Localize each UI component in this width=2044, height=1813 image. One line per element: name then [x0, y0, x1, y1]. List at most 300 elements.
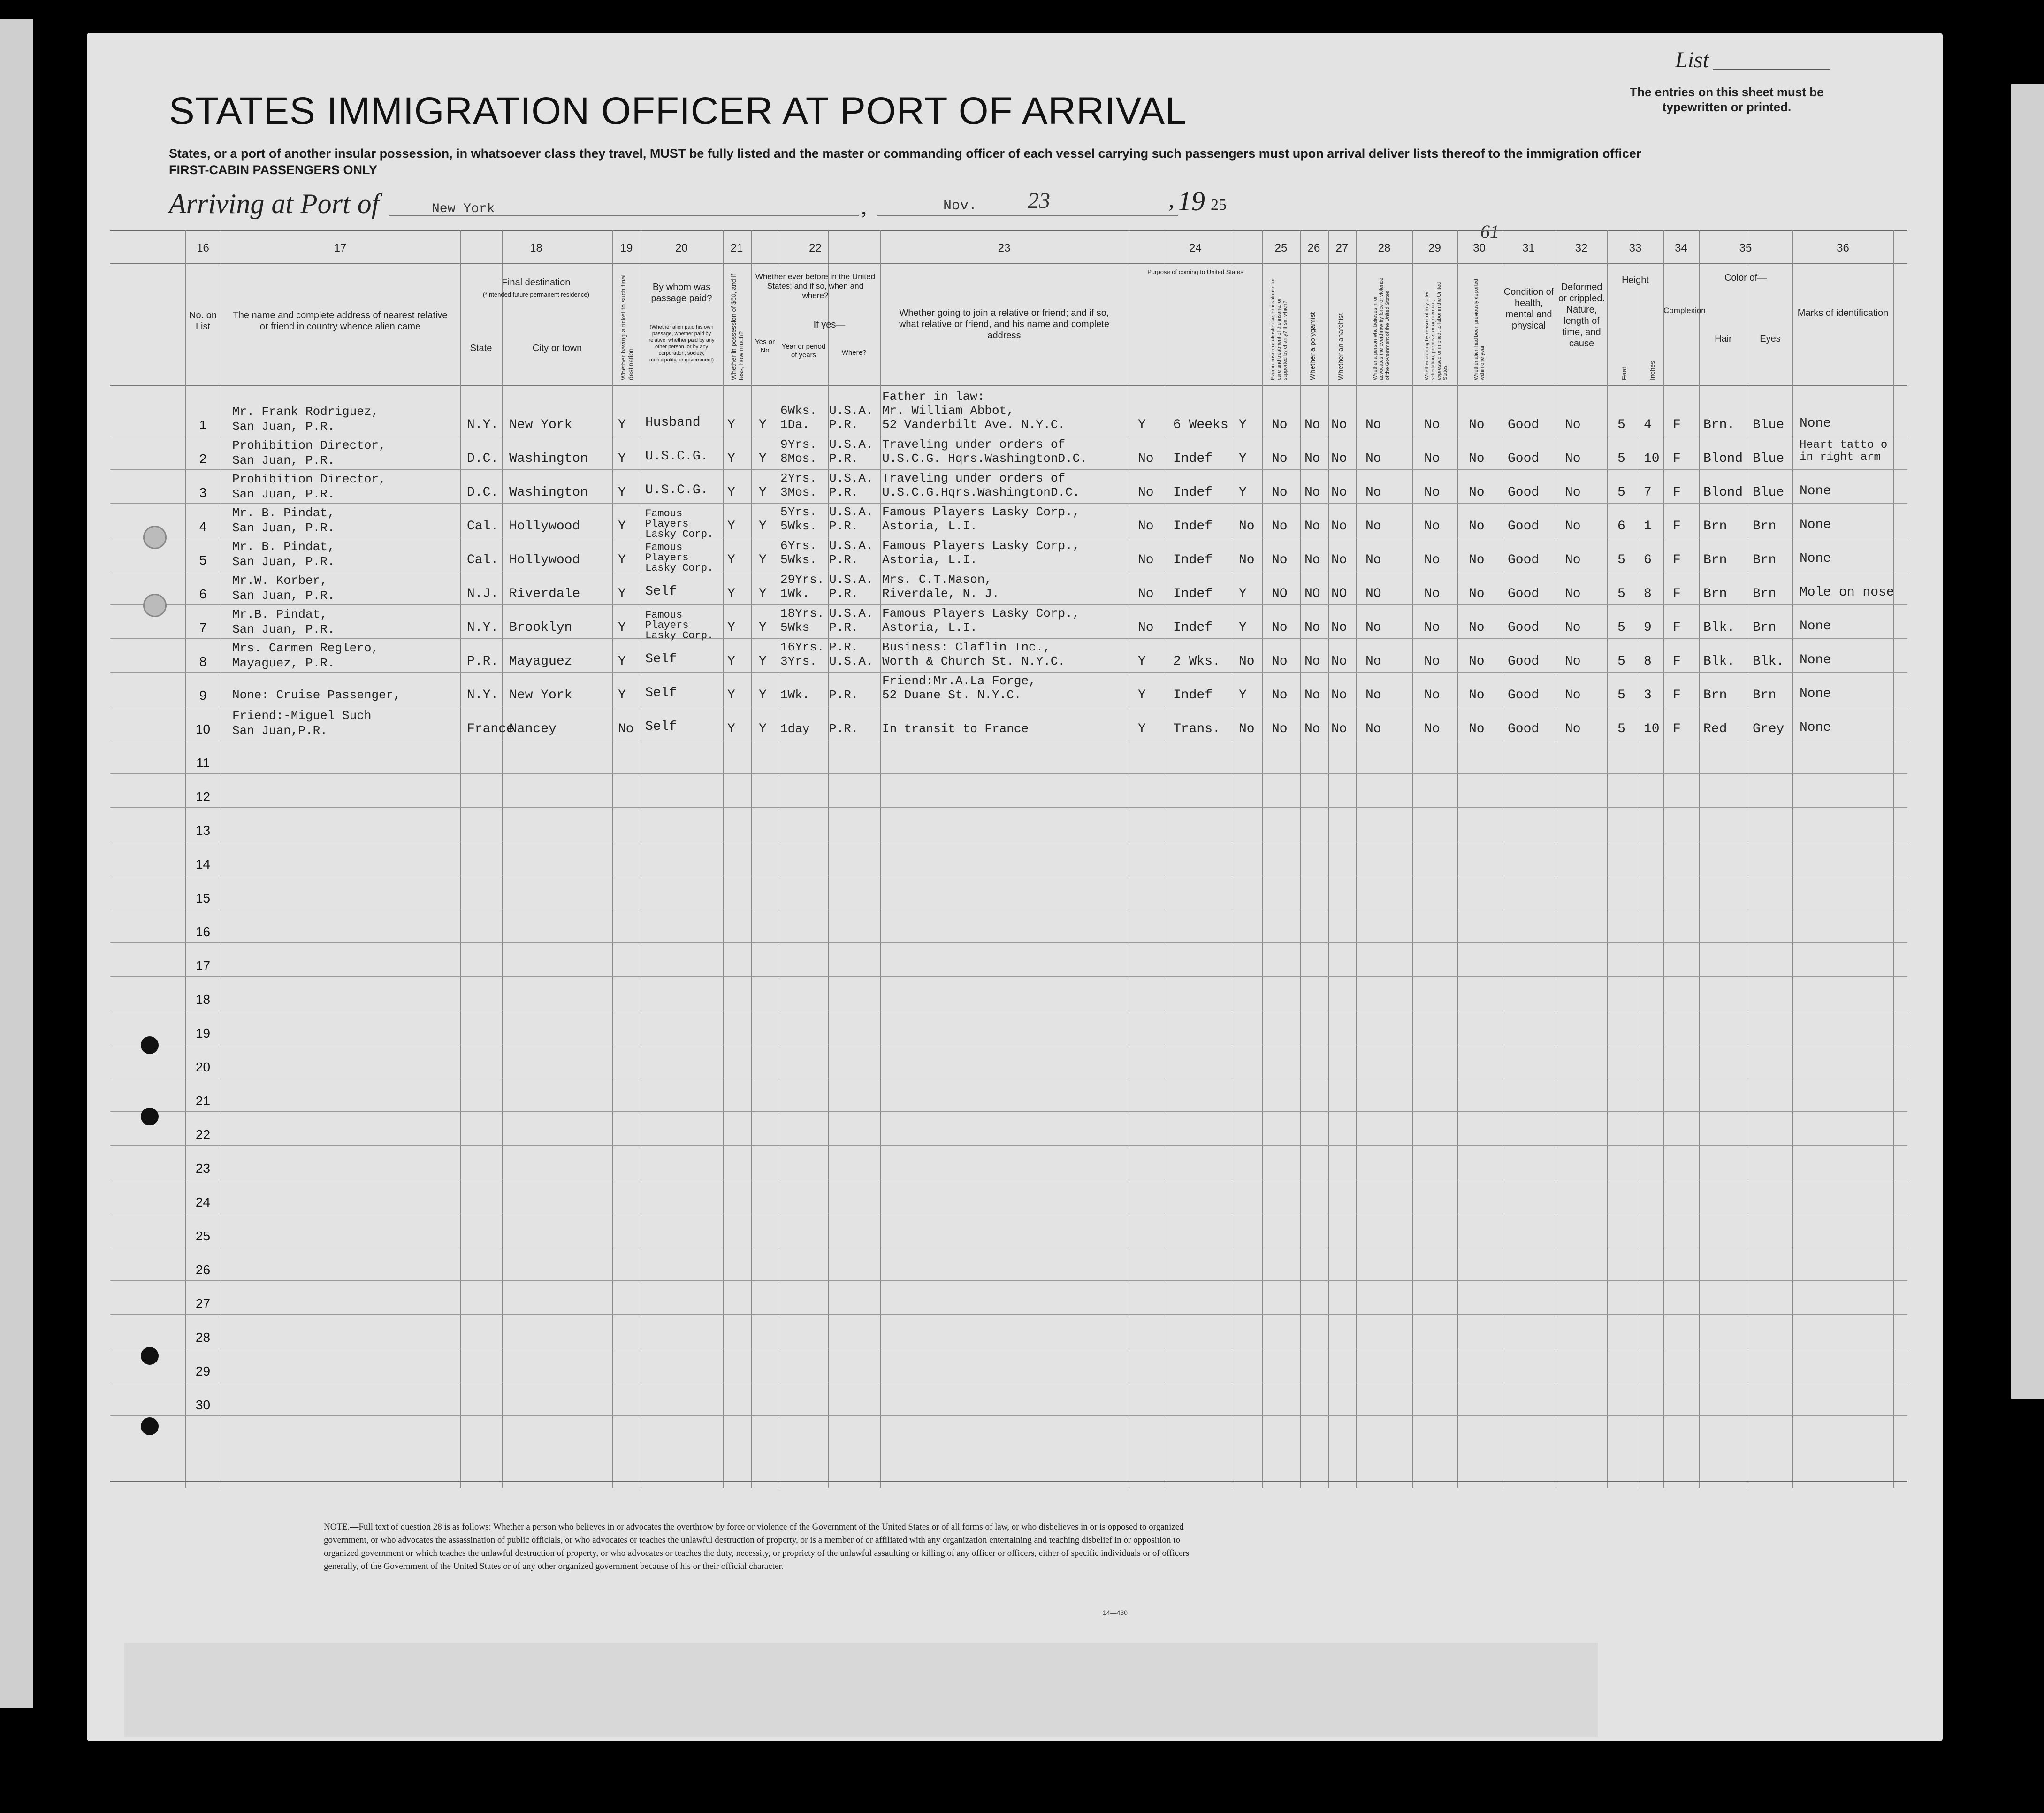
row-number: 3	[199, 485, 207, 500]
identification-marks: None	[1800, 518, 1831, 532]
row-number: 10	[195, 722, 211, 736]
row-number: 17	[195, 958, 211, 973]
row-number: 2	[199, 451, 207, 466]
feet-value: 5	[1617, 654, 1625, 669]
relative-address-line: Mr.W. Korber,	[232, 574, 328, 588]
c25-value: No	[1272, 451, 1288, 466]
c27-value: No	[1331, 553, 1347, 567]
join-relative-line: Father in law:	[882, 390, 985, 404]
colnum-19: 19	[620, 242, 633, 254]
row-number: 27	[195, 1296, 211, 1311]
colnum-32: 32	[1575, 242, 1588, 254]
c26-value: No	[1304, 688, 1320, 703]
destination-city: Hollywood	[509, 553, 580, 567]
row-number: 20	[195, 1060, 211, 1074]
c30-value: No	[1469, 587, 1485, 601]
list-line	[1713, 69, 1830, 70]
c27-value: No	[1331, 722, 1347, 736]
header-bottom-border	[110, 385, 1907, 386]
colnum-row-border	[110, 263, 1907, 264]
destination-city: Washington	[509, 485, 588, 500]
colnum-17: 17	[334, 242, 347, 254]
health-value: Good	[1508, 688, 1540, 703]
period-value: 9Yrs.	[780, 437, 817, 451]
c30-value: No	[1469, 553, 1485, 567]
year-suffix: 25	[1211, 196, 1227, 214]
colnum-26: 26	[1307, 242, 1320, 254]
health-value: Good	[1508, 620, 1540, 635]
where-value: P.R.	[829, 451, 859, 466]
row-rule	[110, 942, 1907, 943]
p3-value: No	[1239, 519, 1255, 534]
relative-address-line: Mr. B. Pindat,	[232, 506, 335, 520]
period-value: 3Yrs.	[780, 654, 817, 668]
destination-state: N.J.	[467, 587, 499, 601]
join-relative-line: Mrs. C.T.Mason,	[882, 573, 992, 587]
health-value: Good	[1508, 519, 1540, 534]
deformed-value: No	[1565, 519, 1581, 534]
p1-value: No	[1138, 519, 1154, 534]
colnum-20: 20	[675, 242, 688, 254]
sheet-bottom-edge	[124, 1643, 1598, 1737]
p1-value: No	[1138, 620, 1154, 635]
where-value: P.R.	[829, 519, 859, 533]
header-if-yes: If yes—	[813, 320, 846, 330]
relative-address-line: San Juan, P.R.	[232, 589, 335, 603]
passage-paid-by: U.S.C.G.	[645, 483, 709, 497]
binding-hole	[141, 1036, 159, 1054]
eyes-value: Blue	[1753, 418, 1785, 432]
eyes-value: Blue	[1753, 485, 1785, 500]
relative-address-line: Mayaguez, P.R.	[232, 656, 335, 670]
c27-value: No	[1331, 418, 1347, 432]
ever-in-us-value: Y	[759, 519, 767, 534]
col-line	[1663, 230, 1664, 1488]
deformed-value: No	[1565, 553, 1581, 567]
row-rule	[110, 1415, 1907, 1416]
c27-value: No	[1331, 485, 1347, 500]
where-value: P.R.	[829, 620, 859, 635]
adjacent-page-left-edge	[0, 19, 33, 1708]
deformed-value: No	[1565, 451, 1581, 466]
period-value: 18Yrs.	[780, 606, 824, 620]
p2-value: Indef	[1173, 688, 1213, 703]
destination-city: Riverdale	[509, 587, 580, 601]
hair-value: Brn	[1703, 553, 1727, 567]
row-number: 29	[195, 1364, 211, 1378]
c27-value: No	[1331, 519, 1347, 534]
c30-value: No	[1469, 519, 1485, 534]
period-value: 5Yrs.	[780, 505, 817, 519]
c29-value: No	[1424, 688, 1440, 703]
fifty-dollars-value: Y	[727, 519, 735, 534]
c29-value: No	[1424, 654, 1440, 669]
relative-address-line: San Juan, P.R.	[232, 622, 335, 636]
day-value: 23	[1028, 188, 1050, 213]
ticket-value: Y	[618, 485, 626, 500]
p3-value: Y	[1239, 418, 1247, 432]
c26-value: No	[1304, 620, 1320, 635]
ever-in-us-value: Y	[759, 485, 767, 500]
row-number: 11	[196, 756, 210, 770]
feet-value: 5	[1617, 451, 1625, 466]
row-number: 21	[195, 1094, 211, 1108]
feet-value: 5	[1617, 553, 1625, 567]
p3-value: Y	[1239, 587, 1247, 601]
col-line	[880, 230, 881, 1488]
c29-value: No	[1424, 418, 1440, 432]
passage-paid-by: Self	[645, 652, 677, 666]
c26-value: No	[1304, 553, 1320, 567]
complexion-value: F	[1673, 620, 1681, 635]
identification-marks: None	[1800, 687, 1831, 701]
ticket-value: Y	[618, 587, 626, 601]
page-subtitle: States, or a port of another insular possession, in whatsoever class they travel, MUST be fully listed and the master or commanding officer of each vessel carrying such passengers must upon arrival deliver lists thereof to the immigration officer	[169, 146, 1641, 161]
header-passage-paid: By whom was passage paid?	[651, 282, 712, 304]
row-number: 4	[199, 519, 207, 534]
hair-value: Brn.	[1703, 418, 1735, 432]
colnum-28: 28	[1378, 242, 1391, 254]
p2-value: 6 Weeks	[1173, 418, 1228, 432]
destination-city: Mayaguez	[509, 654, 572, 669]
complexion-value: F	[1673, 451, 1681, 466]
header-hair: Hair	[1715, 334, 1732, 344]
row-rule	[110, 469, 1907, 470]
c25-value: No	[1272, 620, 1288, 635]
header-period: Year or period of years	[781, 343, 826, 359]
join-relative-line: Famous Players Lasky Corp.,	[882, 539, 1080, 553]
relative-address-line: Mr.B. Pindat,	[232, 607, 328, 621]
row-rule	[110, 638, 1907, 639]
complexion-value: F	[1673, 553, 1681, 567]
header-purpose: Purpose of coming to United States	[1147, 268, 1243, 275]
header-ticket: Whether having a ticket to such final destination	[619, 275, 634, 380]
c29-value: No	[1424, 587, 1440, 601]
destination-state: France	[467, 722, 514, 736]
join-relative-line: Business: Claflin Inc.,	[882, 640, 1051, 654]
where-value: U.S.A.	[829, 573, 873, 587]
feet-value: 6	[1617, 519, 1625, 534]
complexion-value: F	[1673, 418, 1681, 432]
inches-value: 1	[1644, 519, 1652, 534]
header-join-relative: Whether going to join a relative or friend; and if so, what relative or friend, and his name and complete address	[899, 308, 1110, 341]
where-value: U.S.A.	[829, 437, 873, 451]
relative-address-line: San Juan, P.R.	[232, 555, 335, 569]
p2-value: 2 Wks.	[1173, 654, 1220, 669]
fifty-dollars-value: Y	[727, 654, 735, 669]
deformed-value: No	[1565, 587, 1581, 601]
c25-value: No	[1272, 688, 1288, 703]
fifty-dollars-value: Y	[727, 553, 735, 567]
p2-value: Trans.	[1173, 722, 1220, 736]
header-final-destination: Final destination	[502, 277, 571, 288]
hair-value: Brn	[1703, 519, 1727, 534]
row-number: 23	[195, 1161, 211, 1176]
identification-marks: None	[1800, 619, 1831, 634]
row-rule	[110, 604, 1907, 605]
where-value: P.R.	[829, 485, 859, 499]
eyes-value: Blk.	[1753, 654, 1785, 669]
join-relative-line: 52 Vanderbilt Ave. N.Y.C.	[882, 418, 1066, 432]
relative-address-line: San Juan, P.R.	[232, 420, 335, 434]
c29-value: No	[1424, 485, 1440, 500]
ticket-value: Y	[618, 654, 626, 669]
form-number: 14—430	[1103, 1609, 1128, 1616]
inches-value: 10	[1644, 722, 1660, 736]
relative-address-line: Prohibition Director,	[232, 472, 386, 486]
row-number: 9	[199, 688, 207, 703]
period-value: 16Yrs.	[780, 640, 824, 654]
period-value: 29Yrs.	[780, 573, 824, 587]
period-value: 5Wks.	[780, 519, 817, 533]
header-health: Condition of health, mental and physical	[1503, 287, 1554, 331]
join-relative-line: Mr. William Abbot,	[882, 404, 1014, 418]
c28-value: No	[1365, 688, 1381, 703]
inches-value: 8	[1644, 654, 1652, 669]
p2-value: Indef	[1173, 485, 1213, 500]
c28-value: No	[1365, 485, 1381, 500]
row-number: 24	[195, 1195, 211, 1209]
destination-state: N.Y.	[467, 418, 499, 432]
complexion-value: F	[1673, 485, 1681, 500]
relative-address-line: Prohibition Director,	[232, 438, 386, 452]
deformed-value: No	[1565, 688, 1581, 703]
port-value: New York	[432, 202, 495, 216]
identification-marks: None	[1800, 551, 1831, 566]
header-fifty-dollars: Whether in possession of $50, and if less, how much?	[730, 274, 745, 380]
where-value: U.S.A.	[829, 471, 873, 485]
fifty-dollars-value: Y	[727, 451, 735, 466]
year-prefix: 19	[1178, 186, 1205, 216]
ticket-value: Y	[618, 451, 626, 466]
health-value: Good	[1508, 654, 1540, 669]
destination-city: New York	[509, 418, 572, 432]
colnum-33: 33	[1629, 242, 1642, 254]
row-number: 12	[195, 789, 211, 804]
list-label: List	[1675, 47, 1709, 72]
c26-value: No	[1304, 519, 1320, 534]
passage-paid-by: Self	[645, 719, 677, 734]
relative-address-line: San Juan,P.R.	[232, 724, 328, 738]
col-line	[1300, 230, 1301, 1488]
row-number: 15	[195, 891, 211, 905]
relative-address-line: San Juan, P.R.	[232, 453, 335, 467]
adjacent-page-right-edge	[2011, 84, 2044, 1399]
where-value: P.R.	[829, 722, 859, 736]
feet-value: 5	[1617, 587, 1625, 601]
where-value: P.R.	[829, 587, 859, 601]
ever-in-us-value: Y	[759, 654, 767, 669]
relative-address-line: None: Cruise Passenger,	[232, 688, 401, 702]
destination-city: Hollywood	[509, 519, 580, 534]
c27-value: No	[1331, 654, 1347, 669]
ever-in-us-value: Y	[759, 620, 767, 635]
row-rule	[110, 503, 1907, 504]
health-value: Good	[1508, 485, 1540, 500]
join-relative-line: U.S.C.G.Hqrs.WashingtonD.C.	[882, 485, 1080, 499]
col-line	[1792, 230, 1793, 1488]
colnum-18: 18	[530, 242, 542, 254]
health-value: Good	[1508, 722, 1540, 736]
complexion-value: F	[1673, 587, 1681, 601]
colnum-34: 34	[1675, 242, 1687, 254]
c27-value: NO	[1331, 587, 1347, 601]
row-number: 6	[199, 587, 207, 601]
header-passage-paid-note: (Whether alien paid his own passage, whether paid by relative, whether paid by any other person, or by any corporation, society, municipality, or government)	[648, 324, 715, 363]
p3-value: Y	[1239, 688, 1247, 703]
header-color-of: Color of—	[1724, 273, 1767, 283]
date-line	[877, 215, 1178, 216]
p1-value: Y	[1138, 654, 1146, 669]
header-height: Height	[1622, 275, 1649, 285]
header-anarchist: Whether an anarchist	[1337, 313, 1345, 380]
header-eyes: Eyes	[1760, 334, 1781, 344]
inches-value: 7	[1644, 485, 1652, 500]
row-number: 25	[195, 1229, 211, 1243]
row-number: 30	[195, 1398, 211, 1412]
c30-value: No	[1469, 620, 1485, 635]
row-rule	[110, 1314, 1907, 1315]
complexion-value: F	[1673, 519, 1681, 534]
eyes-value: Brn	[1753, 519, 1777, 534]
c25-value: No	[1272, 553, 1288, 567]
p3-value: No	[1239, 654, 1255, 669]
join-relative-line: Riverdale, N. J.	[882, 587, 999, 601]
p2-value: Indef	[1173, 519, 1213, 534]
join-relative-line: Famous Players Lasky Corp.,	[882, 505, 1080, 519]
manifest-table	[110, 230, 1907, 1488]
c28-value: No	[1365, 620, 1381, 635]
fifty-dollars-value: Y	[727, 418, 735, 432]
c27-value: No	[1331, 688, 1347, 703]
c28-value: No	[1365, 451, 1381, 466]
month-value: Nov.	[943, 198, 977, 214]
c30-value: No	[1469, 485, 1485, 500]
col-line	[1328, 230, 1329, 1488]
binding-hole	[143, 594, 167, 617]
identification-marks: None	[1800, 484, 1831, 498]
col-line	[502, 230, 503, 1488]
fifty-dollars-value: Y	[727, 485, 735, 500]
relative-address-line: Friend:-Miguel Such	[232, 709, 372, 723]
row-number: 28	[195, 1330, 211, 1345]
complexion-value: F	[1673, 654, 1681, 669]
feet-value: 5	[1617, 722, 1625, 736]
where-value: P.R.	[829, 553, 859, 567]
row-number: 7	[199, 620, 207, 635]
header-state: State	[470, 343, 492, 353]
ticket-value: Y	[618, 688, 626, 703]
c28-value: No	[1365, 654, 1381, 669]
c27-value: No	[1331, 620, 1347, 635]
join-relative-line: U.S.C.G. Hqrs.WashingtonD.C.	[882, 451, 1087, 466]
col-line	[751, 230, 752, 1488]
inches-value: 10	[1644, 451, 1660, 466]
c29-value: No	[1424, 620, 1440, 635]
destination-state: Cal.	[467, 519, 499, 534]
where-value: P.R.	[829, 688, 859, 702]
row-rule	[110, 976, 1907, 977]
c30-value: No	[1469, 451, 1485, 466]
p3-value: Y	[1239, 485, 1247, 500]
period-value: 5Wks.	[780, 553, 817, 567]
destination-state: N.Y.	[467, 620, 499, 635]
p1-value: No	[1138, 553, 1154, 567]
ever-in-us-value: Y	[759, 688, 767, 703]
fifty-dollars-value: Y	[727, 587, 735, 601]
period-value: 8Mos.	[780, 451, 817, 466]
fifty-dollars-value: Y	[727, 620, 735, 635]
join-relative-line: Astoria, L.I.	[882, 519, 977, 533]
row-number: 1	[199, 418, 207, 432]
eyes-value: Brn	[1753, 587, 1777, 601]
join-relative-line: In transit to France	[882, 722, 1029, 736]
feet-value: 5	[1617, 620, 1625, 635]
row-number: 13	[195, 823, 211, 838]
period-value: 1Wk.	[780, 688, 810, 702]
c29-value: No	[1424, 722, 1440, 736]
c26-value: No	[1304, 485, 1320, 500]
class-note: FIRST-CABIN PASSENGERS ONLY	[169, 163, 378, 177]
p1-value: Y	[1138, 418, 1146, 432]
hair-value: Blk.	[1703, 654, 1735, 669]
complexion-value: F	[1673, 688, 1681, 703]
p1-value: No	[1138, 451, 1154, 466]
header-deformed: Deformed or crippled. Nature, length of time, and cause	[1558, 282, 1605, 349]
destination-state: D.C.	[467, 451, 499, 466]
fifty-dollars-value: Y	[727, 688, 735, 703]
typewritten-note: The entries on this sheet must be typewritten or printed.	[1630, 85, 1824, 114]
destination-city: Nancey	[509, 722, 557, 736]
inches-value: 4	[1644, 418, 1652, 432]
destination-state: N.Y.	[467, 688, 499, 703]
colnum-31: 31	[1522, 242, 1535, 254]
colnum-27: 27	[1335, 242, 1349, 254]
c28-value: No	[1365, 418, 1381, 432]
c29-value: No	[1424, 451, 1440, 466]
period-value: 1Da.	[780, 418, 810, 432]
identification-marks: None	[1800, 720, 1831, 735]
header-where: Where?	[841, 349, 867, 357]
relative-address-line: San Juan, P.R.	[232, 487, 335, 501]
header-yes-no: Yes or No	[755, 338, 775, 354]
c25-value: No	[1272, 654, 1288, 669]
colnum-25: 25	[1274, 242, 1288, 254]
relative-address-line: Mr. B. Pindat,	[232, 540, 335, 554]
header-no-on-list: No. on List	[189, 310, 217, 332]
relative-address-line: San Juan, P.R.	[232, 521, 335, 535]
col-line	[460, 230, 461, 1488]
passage-paid-by: Self	[645, 686, 677, 700]
comma-1: ,	[861, 193, 867, 219]
ticket-value: Y	[618, 620, 626, 635]
destination-city: Washington	[509, 451, 588, 466]
identification-marks: Mole on nose	[1800, 585, 1894, 600]
inches-value: 9	[1644, 620, 1652, 635]
header-final-destination-note: (*Intended future permanent residence)	[483, 291, 589, 298]
header-nearest-relative: The name and complete address of nearest relative or friend in country whence alien came	[233, 310, 448, 332]
c30-value: No	[1469, 688, 1485, 703]
join-relative-line: Worth & Church St. N.Y.C.	[882, 654, 1066, 668]
colnum-29: 29	[1428, 242, 1441, 254]
c25-value: No	[1272, 485, 1288, 500]
c26-value: NO	[1304, 587, 1320, 601]
where-value: P.R.	[829, 640, 859, 654]
col-line	[1356, 230, 1357, 1488]
deformed-value: No	[1565, 620, 1581, 635]
header-overthrow: Whether a person who believes in or advocates the overthrow by force or violence of the Government of the United States	[1373, 277, 1390, 380]
col-line	[612, 230, 613, 1488]
